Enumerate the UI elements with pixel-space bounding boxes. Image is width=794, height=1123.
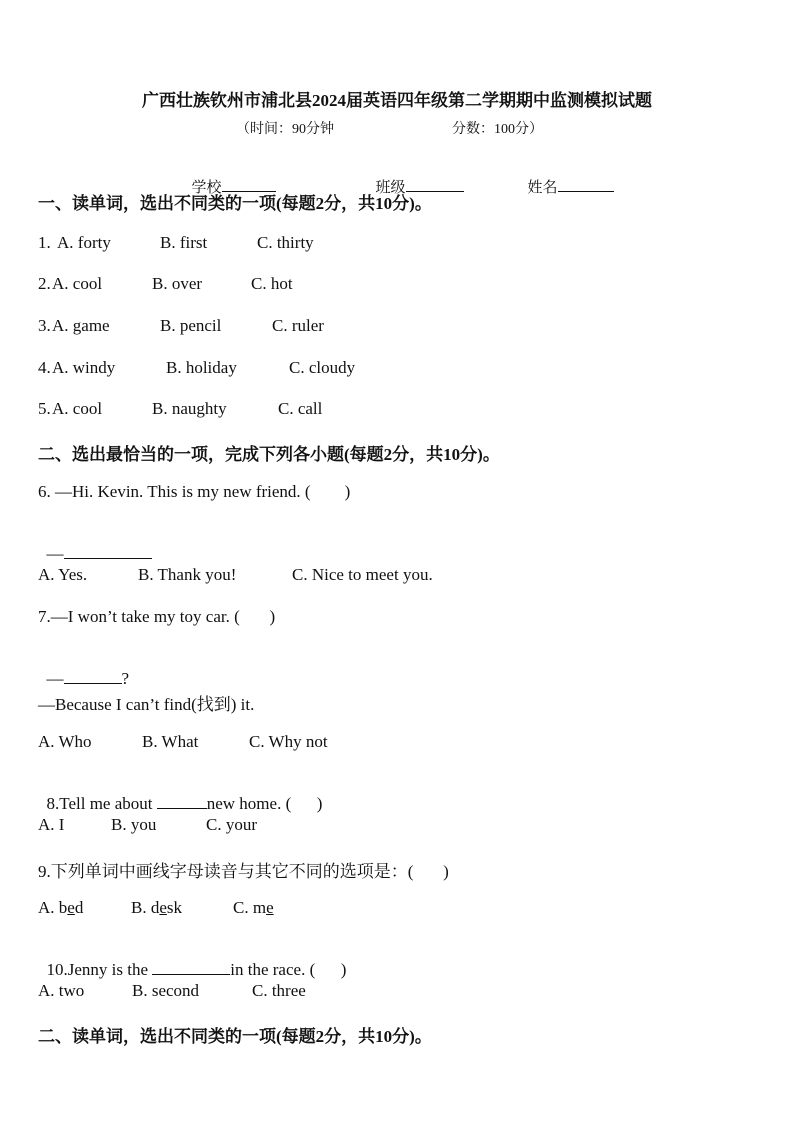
question-10-option-b[interactable]: B. second	[132, 981, 200, 1000]
question-9-stem: 9.下列单词中画线字母读音与其它不同的选项是：( )	[38, 862, 449, 881]
question-6-option-b[interactable]: B. Thank you!	[138, 565, 237, 584]
option-a[interactable]: A. cool	[52, 274, 103, 293]
question-7-option-c[interactable]: C. Why not	[249, 732, 328, 751]
question-6-option-a[interactable]: A. Yes.	[38, 565, 88, 584]
question-number: 5.	[38, 399, 51, 418]
section1-heading: 一、读单词，选出不同类的一项(每题2分，共10分)。	[38, 194, 432, 213]
question-7-stem: 7.—I won’t take my toy car. ( )	[38, 607, 276, 626]
answer-blank[interactable]	[64, 669, 122, 684]
name-label: 姓名	[527, 180, 558, 196]
answer-blank[interactable]	[152, 960, 230, 975]
page-title: 广西壮族钦州市浦北县2024届英语四年级第二学期期中监测模拟试题	[142, 91, 652, 110]
question-number: 1.	[38, 233, 55, 252]
question-9-option-c[interactable]: C. me	[233, 898, 274, 917]
underlined-letter: e	[67, 898, 75, 917]
question-8-option-b[interactable]: B. you	[111, 815, 157, 834]
section2-heading: 二、选出最恰当的一项，完成下列各小题(每题2分，共10分)。	[38, 445, 500, 464]
option-c[interactable]: C. ruler	[272, 316, 324, 335]
option-b[interactable]: B. over	[152, 274, 203, 293]
section3-heading: 二、读单词，选出不同类的一项(每题2分，共10分)。	[38, 1027, 432, 1046]
option-a[interactable]: A. game	[52, 316, 110, 335]
question-6-option-c[interactable]: C. Nice to meet you.	[292, 565, 433, 584]
question-8-stem	[38, 774, 322, 814]
question-7-option-b[interactable]: B. What	[142, 732, 199, 751]
option-b[interactable]: B. holiday	[166, 358, 237, 377]
question-9-option-a[interactable]: A. bed	[38, 898, 84, 917]
question-8-option-a[interactable]: A. I	[38, 815, 65, 834]
option-c[interactable]: C. hot	[251, 274, 293, 293]
option-b[interactable]: B. pencil	[160, 316, 222, 335]
option-c[interactable]: C. call	[278, 399, 323, 418]
underlined-letter: e	[159, 898, 167, 917]
question-6-reply	[38, 524, 152, 564]
question-7-reply2: —Because I can’t find(找到) it.	[38, 695, 255, 714]
stem-end: in the race. ( )	[230, 960, 347, 979]
question-9-option-b[interactable]: B. desk	[131, 898, 183, 917]
option-c[interactable]: C. thirty	[257, 233, 314, 252]
exam-time: （时间：90分钟	[236, 122, 334, 137]
question-6-stem: 6. —Hi. Kevin. This is my new friend. ( )	[38, 482, 351, 501]
question-7-reply	[38, 649, 129, 689]
option-a[interactable]: A. cool	[52, 399, 103, 418]
question-10-stem	[38, 940, 346, 980]
answer-blank[interactable]	[64, 544, 152, 559]
option-a[interactable]: A. forty	[57, 233, 111, 252]
question-10-option-c[interactable]: C. three	[252, 981, 306, 1000]
option-c[interactable]: C. cloudy	[289, 358, 356, 377]
class-label: 班级	[375, 180, 406, 196]
question-10-option-a[interactable]: A. two	[38, 981, 85, 1000]
school-label: 学校	[191, 180, 222, 196]
underlined-letter: e	[266, 898, 274, 917]
reply-dash: —	[46, 544, 64, 563]
name-blank[interactable]	[558, 177, 614, 192]
question-7-option-a[interactable]: A. Who	[38, 732, 92, 751]
question-number: 4.	[38, 358, 51, 377]
stem-end: new home. ( )	[206, 794, 323, 813]
stem-start: 10.Jenny is the	[46, 960, 153, 979]
stem-start: 8.Tell me about	[46, 794, 157, 813]
reply-dash: —	[46, 669, 64, 688]
exam-score: 分数：100分）	[452, 122, 543, 137]
option-b[interactable]: B. first	[160, 233, 208, 252]
answer-blank[interactable]	[157, 794, 207, 809]
question-number: 2.	[38, 274, 51, 293]
option-a[interactable]: A. windy	[52, 358, 116, 377]
option-b[interactable]: B. naughty	[152, 399, 227, 418]
question-8-option-c[interactable]: C. your	[206, 815, 257, 834]
question-mark: ?	[121, 669, 130, 688]
name-field	[520, 159, 614, 197]
question-number: 3.	[38, 316, 51, 335]
